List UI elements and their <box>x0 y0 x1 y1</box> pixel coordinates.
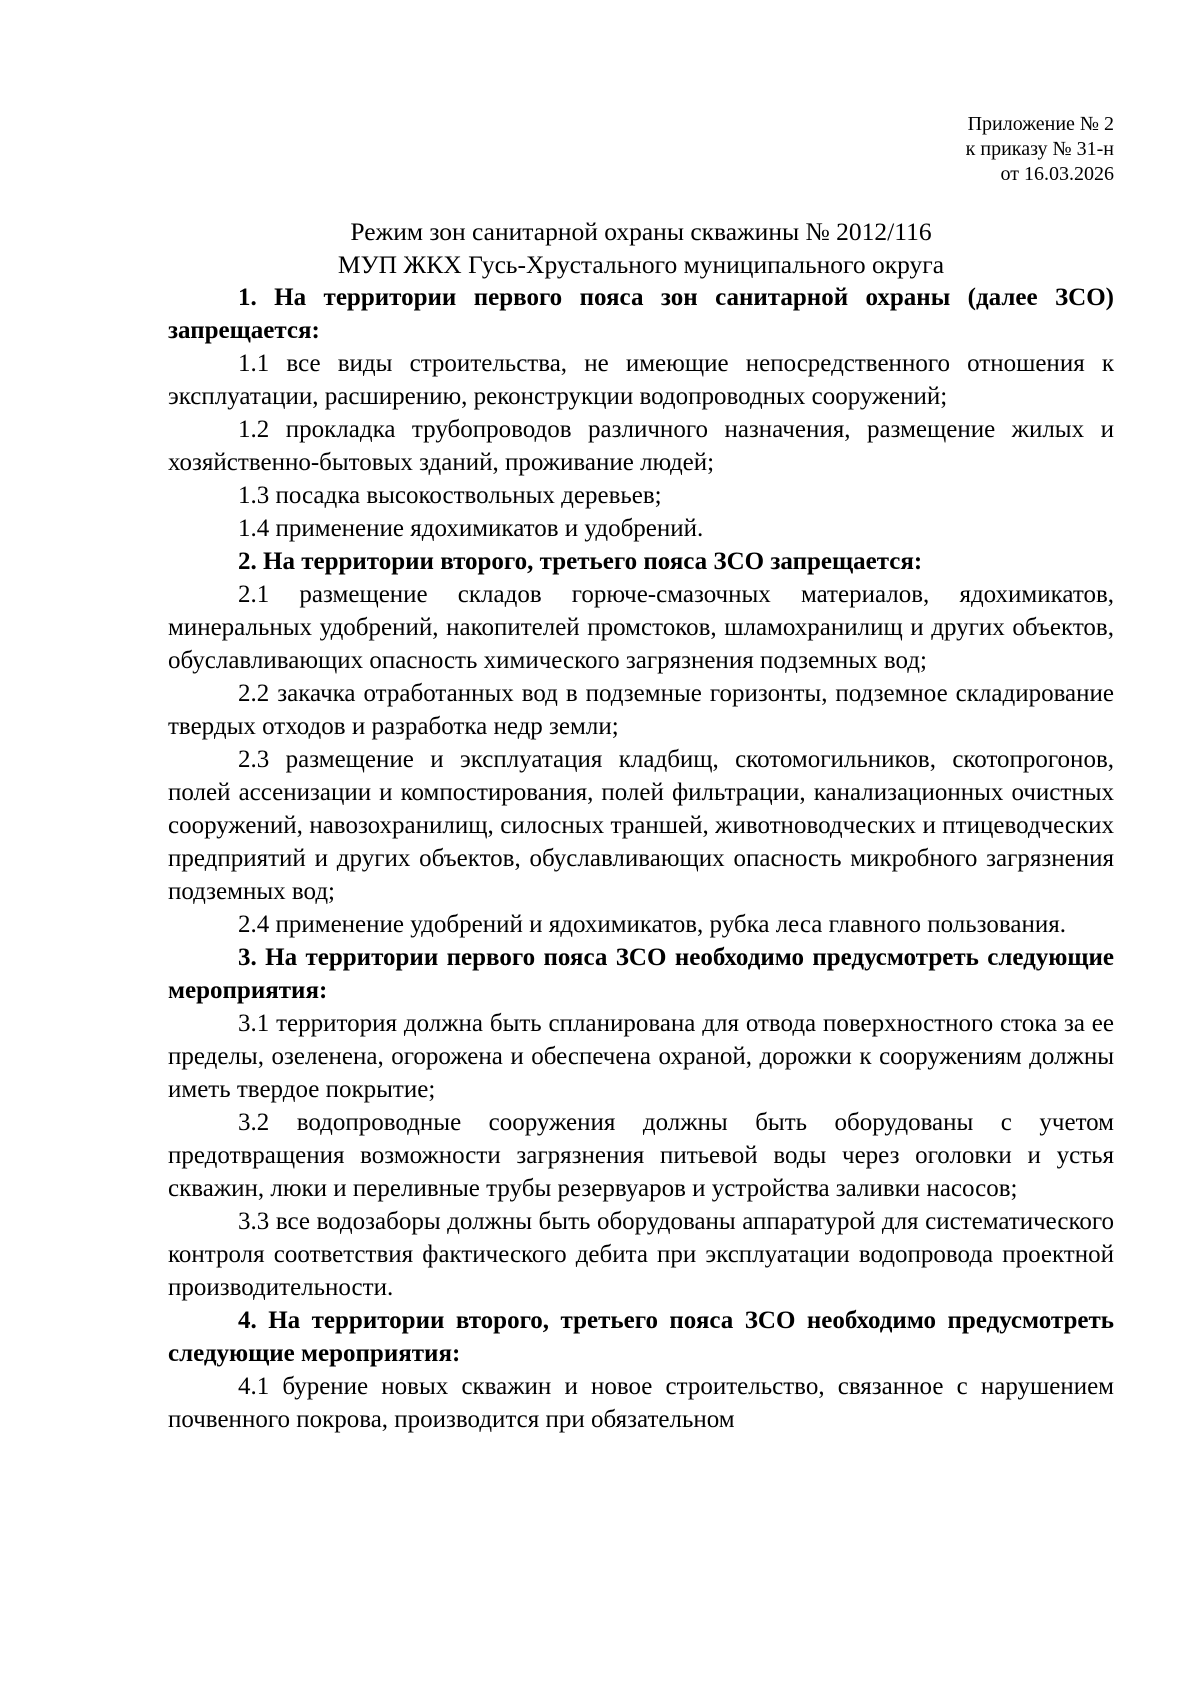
list-item <box>168 479 1114 512</box>
item-text: посадка высокоствольных деревьев; <box>275 482 662 509</box>
document-title-line-2: МУП ЖКХ Гусь-Хрустального муниципального округа <box>337 250 945 279</box>
list-item <box>168 1007 1114 1106</box>
item-text: применение ядохимикатов и удобрений. <box>275 515 704 542</box>
item-text: территория должна быть спланирована для отвода поверхностного стока за ее пределы, озеленена, огорожена и обеспечена охраной, дорожки к сооружениям должны иметь твердое покрытие; <box>168 1010 1115 1103</box>
list-item <box>168 743 1114 908</box>
item-number: 1.2 <box>238 416 270 443</box>
document-title <box>168 215 1114 281</box>
list-item <box>168 677 1114 743</box>
item-number: 4.1 <box>238 1373 270 1400</box>
list-item <box>168 1370 1114 1436</box>
item-number: 1.3 <box>238 482 270 509</box>
document-page <box>168 112 1114 1436</box>
item-number: 1.1 <box>238 350 270 377</box>
item-number: 2.1 <box>238 581 270 608</box>
section-heading: 2. На территории второго, третьего пояса ЗСО запрещается: <box>238 548 923 575</box>
list-item <box>168 908 1114 941</box>
annex-block <box>168 112 1114 187</box>
section-2 <box>168 545 1114 941</box>
annex-number: Приложение № 2 <box>967 113 1114 135</box>
item-number: 3.2 <box>238 1109 270 1136</box>
section-1 <box>168 281 1114 545</box>
item-number: 2.4 <box>238 911 270 938</box>
list-item <box>168 1205 1114 1304</box>
section-heading: 4. На территории второго, третьего пояса ЗСО необходимо предусмотреть следующие мероприятия: <box>168 1307 1114 1367</box>
annex-order-ref: к приказу № 31-н <box>965 138 1114 160</box>
section-3 <box>168 941 1114 1304</box>
item-text: размещение и эксплуатация кладбищ, скотомогильников, скотопрогонов, полей ассенизации и компостирования, полей фильтрации, канализационных очистных сооружений, навозохранилищ, силосных траншей, животноводческих и птицеводческих предприятий и других объектов, обуславливающих опасность микробного загрязнения подземных вод; <box>168 746 1114 905</box>
item-text: водопроводные сооружения должны быть оборудованы с учетом предотвращения возможности загрязнения питьевой воды через оголовки и устья скважин, люки и переливные трубы резервуаров и устройства заливки насосов; <box>168 1109 1115 1202</box>
item-number: 2.2 <box>238 680 270 707</box>
item-text: применение удобрений и ядохимикатов, рубка леса главного пользования. <box>275 911 1066 938</box>
list-item <box>168 578 1114 677</box>
annex-date: от 16.03.2026 <box>1000 163 1114 185</box>
section-4 <box>168 1304 1114 1436</box>
item-number: 1.4 <box>238 515 270 542</box>
list-item <box>168 413 1114 479</box>
item-text: закачка отработанных вод в подземные горизонты, подземное складирование твердых отходов и разработка недр земли; <box>168 680 1114 740</box>
item-text: все водозаборы должны быть оборудованы аппаратурой для систематического контроля соответствия фактического дебита при эксплуатации водопровода проектной производительности. <box>168 1208 1115 1301</box>
item-number: 3.3 <box>238 1208 270 1235</box>
item-text: все виды строительства, не имеющие непосредственного отношения к эксплуатации, расширению, реконструкции водопроводных сооружений; <box>168 350 1115 410</box>
item-number: 3.1 <box>238 1010 270 1037</box>
list-item <box>168 512 1114 545</box>
section-heading: 1. На территории первого пояса зон санитарной охраны (далее ЗСО) запрещается: <box>168 284 1114 344</box>
section-heading: 3. На территории первого пояса ЗСО необходимо предусмотреть следующие мероприятия: <box>168 944 1114 1004</box>
list-item <box>168 347 1114 413</box>
list-item <box>168 1106 1114 1205</box>
item-text: размещение складов горюче-смазочных материалов, ядохимикатов, минеральных удобрений, накопителей промстоков, шламохранилищ и других объектов, обуславливающих опасность химического загрязнения подземных вод; <box>168 581 1115 674</box>
document-title-line-1: Режим зон санитарной охраны скважины № 2012/116 <box>350 217 932 246</box>
item-text: прокладка трубопроводов различного назначения, размещение жилых и хозяйственно-бытовых зданий, проживание людей; <box>168 416 1114 476</box>
item-number: 2.3 <box>238 746 270 773</box>
item-text: бурение новых скважин и новое строительство, связанное с нарушением почвенного покрова, производится при обязательном <box>168 1373 1115 1433</box>
